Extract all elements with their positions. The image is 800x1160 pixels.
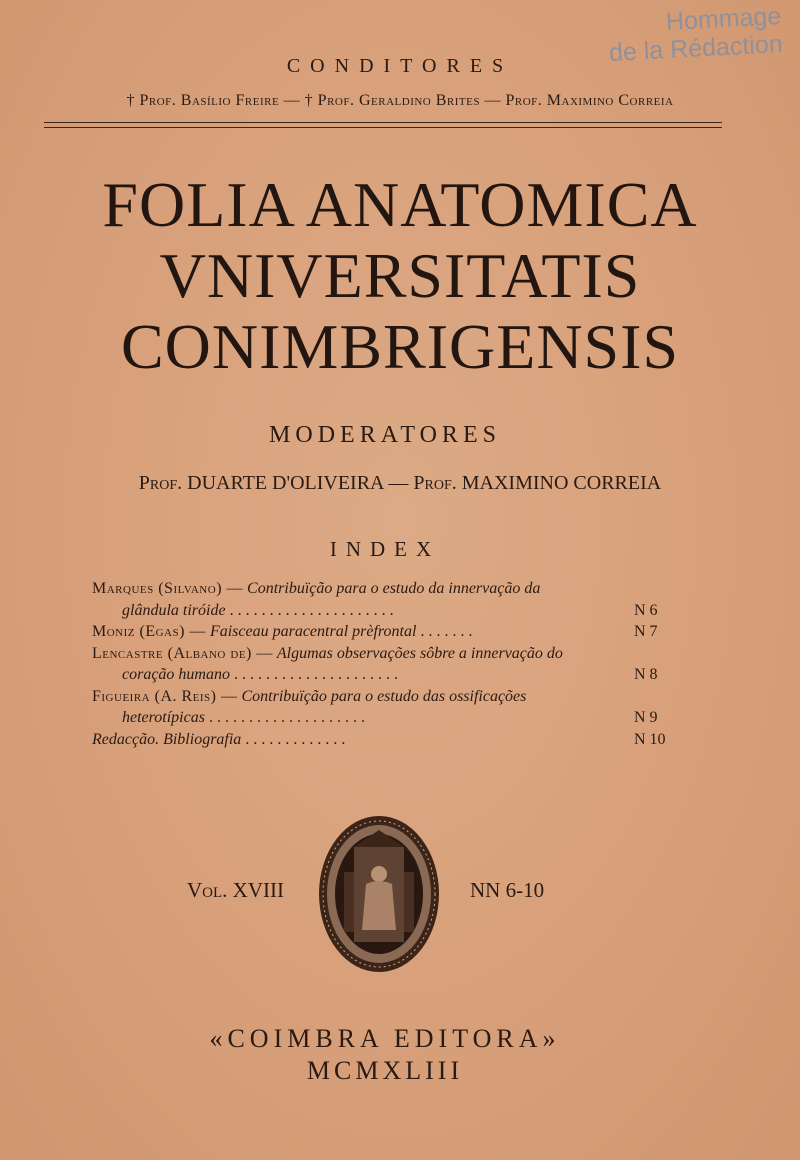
- entry-author: Marques (Silvano) —: [92, 580, 244, 597]
- leader-dots: . . . . . . . . . . . . .: [245, 730, 346, 748]
- entry-title: Faisceau paracentral prèfrontal: [209, 623, 417, 640]
- university-seal-icon: [314, 812, 444, 977]
- entry-title: Contribuïção para o estudo das ossificações: [241, 687, 527, 705]
- entry-author: Figueira (A. Reis) —: [92, 687, 238, 705]
- index-entry-line: [92, 686, 692, 708]
- journal-title-line-1: FOLIA ANATOMICA: [102, 169, 698, 240]
- leader-dots: . . . . . . . . . . . . . . . . . . . .: [208, 709, 365, 726]
- volume-number: XVIII: [232, 878, 284, 902]
- leader-dots: . . . . . . . . . . . . . . . . . . . . .: [233, 666, 398, 683]
- journal-title-line-2: VNIVERSITATIS: [159, 240, 641, 311]
- index-list: [92, 578, 692, 750]
- moderator-separator: —: [388, 472, 409, 494]
- volume-prefix: Vol.: [187, 878, 228, 902]
- prof-title-1: Prof.: [138, 472, 183, 494]
- issue-numbers: NN 6-10: [470, 878, 545, 902]
- entry-author: Moniz (Egas) —: [92, 623, 206, 640]
- header-rule-thin: [44, 127, 722, 128]
- prof-title-2: Prof.: [413, 472, 457, 494]
- moderators-line: [0, 472, 800, 495]
- volume-label: [187, 878, 284, 903]
- entry-title-cont: coração humano: [122, 666, 230, 683]
- index-entry-line: [92, 600, 692, 622]
- entry-title-cont: heterotípicas: [122, 709, 205, 726]
- index-entry-line: [92, 729, 692, 751]
- entry-number: N 9: [634, 709, 658, 726]
- index-entry-line: [92, 621, 692, 643]
- leader-dots: . . . . . . . . . . . . . . . . . . . . .: [229, 601, 394, 619]
- moderator-name-1: DUARTE D'OLIVEIRA: [187, 472, 384, 494]
- index-heading: INDEX: [329, 537, 441, 561]
- leader-dots: . . . . . . .: [420, 623, 473, 640]
- index-entry-line: [92, 664, 692, 686]
- header-rule: [44, 122, 722, 123]
- entry-title: Algumas observações sôbre a innervação do: [276, 644, 563, 662]
- stamp-line-2: de la Rédaction: [608, 29, 784, 68]
- entry-number: N 6: [634, 601, 658, 619]
- entry-author: Lencastre (Albano de) —: [92, 644, 273, 662]
- moderatores-heading: MODERATORES: [269, 422, 501, 448]
- moderator-name-2: MAXIMINO CORREIA: [461, 472, 662, 494]
- entry-number: N 8: [634, 666, 658, 683]
- entry-number: N 7: [634, 623, 658, 640]
- entry-number: N 10: [634, 730, 666, 748]
- founders-line: † Prof. Basílio Freire — † Prof. Geraldino Brites — Prof. Maximino Correia: [126, 92, 674, 109]
- entry-title: Contribuïção para o estudo da innervação da: [247, 580, 541, 597]
- journal-title-line-3: CONIMBRIGENSIS: [120, 311, 680, 382]
- index-entry-line: [92, 643, 692, 665]
- publication-year: MCMXLIII: [306, 1056, 464, 1085]
- stamp-line-1: Hommage: [665, 2, 782, 37]
- conditores-heading: CONDITORES: [286, 55, 514, 77]
- index-entry-line: [92, 578, 692, 600]
- entry-title-cont: glândula tiróide: [122, 601, 226, 619]
- index-entry-line: [92, 707, 692, 729]
- publisher-name: «COIMBRA EDITORA»: [209, 1024, 561, 1053]
- entry-title: Redacção. Bibliografia: [92, 730, 242, 748]
